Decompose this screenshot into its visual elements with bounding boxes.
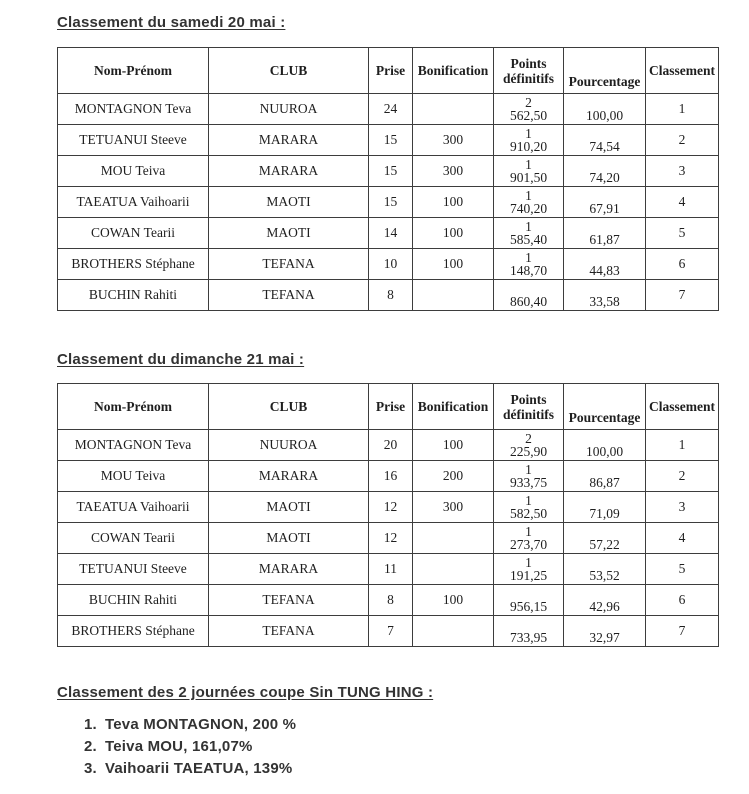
cell-bonification: 100 bbox=[413, 430, 494, 461]
table-row bbox=[58, 125, 719, 156]
column-header-name: Nom-Prénom bbox=[58, 384, 209, 430]
cell-classement: 4 bbox=[646, 523, 719, 554]
cell-club: NUUROA bbox=[209, 94, 369, 125]
cell-bonification bbox=[413, 523, 494, 554]
points-line-1: 2 bbox=[525, 95, 532, 110]
table-row bbox=[58, 554, 719, 585]
cell-bonification: 100 bbox=[413, 585, 494, 616]
cell-classement: 3 bbox=[646, 492, 719, 523]
cell-points bbox=[494, 430, 564, 461]
cell-pourcentage: 100,00 bbox=[564, 94, 646, 125]
table-row bbox=[58, 523, 719, 554]
cell-classement: 4 bbox=[646, 187, 719, 218]
table-row bbox=[58, 616, 719, 647]
points-line-2: 910,20 bbox=[509, 139, 548, 154]
cell-prise: 16 bbox=[369, 461, 413, 492]
cell-prise: 24 bbox=[369, 94, 413, 125]
column-header-club: CLUB bbox=[209, 384, 369, 430]
table-row bbox=[58, 218, 719, 249]
points-line-2: 273,70 bbox=[509, 537, 548, 552]
cell-prise: 15 bbox=[369, 125, 413, 156]
cell-points bbox=[494, 616, 564, 647]
cell-bonification bbox=[413, 94, 494, 125]
cell-prise: 7 bbox=[369, 616, 413, 647]
cell-bonification: 200 bbox=[413, 461, 494, 492]
cell-prise: 15 bbox=[369, 187, 413, 218]
cell-prise: 15 bbox=[369, 156, 413, 187]
cell-pourcentage: 74,54 bbox=[564, 125, 646, 156]
cell-points bbox=[494, 585, 564, 616]
cell-club: MAOTI bbox=[209, 218, 369, 249]
section-saturday bbox=[57, 13, 749, 311]
rank-number: 2. bbox=[84, 738, 97, 755]
cell-bonification: 300 bbox=[413, 125, 494, 156]
cell-points bbox=[494, 218, 564, 249]
points-line-1: 1 bbox=[525, 250, 532, 265]
cell-points bbox=[494, 523, 564, 554]
sunday-title: Classement du dimanche 21 mai : bbox=[57, 351, 305, 368]
cell-name: TAEATUA Vaihoarii bbox=[58, 187, 209, 218]
cell-club: TEFANA bbox=[209, 585, 369, 616]
points-line-2: 582,50 bbox=[509, 506, 548, 521]
table-row bbox=[58, 492, 719, 523]
cell-classement: 3 bbox=[646, 156, 719, 187]
cell-name: MONTAGNON Teva bbox=[58, 94, 209, 125]
cell-prise: 20 bbox=[369, 430, 413, 461]
cell-name: TETUANUI Steeve bbox=[58, 554, 209, 585]
column-header-points: Points définitifs bbox=[494, 48, 564, 94]
cell-name: MOU Teiva bbox=[58, 461, 209, 492]
saturday-title: Classement du samedi 20 mai : bbox=[57, 14, 286, 31]
points-line-1: 1 bbox=[525, 462, 532, 477]
cell-club: MARARA bbox=[209, 461, 369, 492]
cell-pourcentage: 74,20 bbox=[564, 156, 646, 187]
cell-pourcentage: 42,96 bbox=[564, 585, 646, 616]
cell-name: TAEATUA Vaihoarii bbox=[58, 492, 209, 523]
sunday-table-body bbox=[58, 430, 719, 647]
cell-prise: 14 bbox=[369, 218, 413, 249]
cell-pourcentage: 86,87 bbox=[564, 461, 646, 492]
points-line-2: 933,75 bbox=[509, 475, 548, 490]
rank-text: Teva MONTAGNON, 200 % bbox=[105, 716, 297, 733]
points-line-2: 740,20 bbox=[509, 201, 548, 216]
cell-prise: 10 bbox=[369, 249, 413, 280]
points-line-1: 1 bbox=[525, 188, 532, 203]
points-line-2: 585,40 bbox=[509, 232, 548, 247]
points-line-2: 901,50 bbox=[509, 170, 548, 185]
cell-pourcentage: 100,00 bbox=[564, 430, 646, 461]
cell-classement: 6 bbox=[646, 585, 719, 616]
cell-name: BUCHIN Rahiti bbox=[58, 585, 209, 616]
cell-name: BROTHERS Stéphane bbox=[58, 249, 209, 280]
points-line-1: 2 bbox=[525, 431, 532, 446]
cell-pourcentage: 32,97 bbox=[564, 616, 646, 647]
cell-pourcentage: 71,09 bbox=[564, 492, 646, 523]
column-header-classement: Classement bbox=[646, 384, 719, 430]
rank-number: 3. bbox=[84, 760, 97, 777]
points-line-2: 225,90 bbox=[509, 444, 548, 459]
points-line-2: 733,95 bbox=[509, 630, 548, 645]
cell-prise: 12 bbox=[369, 492, 413, 523]
points-line-2: 860,40 bbox=[509, 294, 548, 309]
column-header-pourcentage: Pourcentage bbox=[564, 384, 646, 430]
column-header-prise: Prise bbox=[369, 384, 413, 430]
points-line-2: 148,70 bbox=[509, 263, 548, 278]
table-row bbox=[58, 585, 719, 616]
cell-name: BUCHIN Rahiti bbox=[58, 280, 209, 311]
column-header-classement: Classement bbox=[646, 48, 719, 94]
sunday-ranking-table bbox=[57, 383, 719, 647]
cell-bonification: 300 bbox=[413, 492, 494, 523]
section-final-ranking bbox=[57, 683, 749, 780]
cell-classement: 5 bbox=[646, 554, 719, 585]
column-header-name: Nom-Prénom bbox=[58, 48, 209, 94]
table-row bbox=[58, 94, 719, 125]
column-header-points: Points définitifs bbox=[494, 384, 564, 430]
cell-name: TETUANUI Steeve bbox=[58, 125, 209, 156]
points-line-2: 562,50 bbox=[509, 108, 548, 123]
cell-classement: 1 bbox=[646, 430, 719, 461]
column-header-bonification: Bonification bbox=[413, 384, 494, 430]
cell-points bbox=[494, 280, 564, 311]
table-header-row bbox=[58, 48, 719, 94]
cell-bonification: 100 bbox=[413, 249, 494, 280]
table-row bbox=[58, 280, 719, 311]
points-line-2: 956,15 bbox=[509, 599, 548, 614]
points-line-1: 1 bbox=[525, 157, 532, 172]
cell-club: TEFANA bbox=[209, 616, 369, 647]
cell-name: MONTAGNON Teva bbox=[58, 430, 209, 461]
cell-bonification bbox=[413, 280, 494, 311]
table-row bbox=[58, 430, 719, 461]
cell-classement: 6 bbox=[646, 249, 719, 280]
cell-pourcentage: 44,83 bbox=[564, 249, 646, 280]
cell-pourcentage: 33,58 bbox=[564, 280, 646, 311]
cell-points bbox=[494, 249, 564, 280]
final-ranking-list bbox=[84, 714, 749, 780]
rank-text: Vaihoarii TAEATUA, 139% bbox=[105, 760, 293, 777]
rank-item bbox=[84, 714, 749, 736]
rank-item bbox=[84, 758, 749, 780]
cell-club: MAOTI bbox=[209, 187, 369, 218]
cell-points bbox=[494, 156, 564, 187]
cell-classement: 7 bbox=[646, 616, 719, 647]
cell-bonification bbox=[413, 554, 494, 585]
saturday-table-body bbox=[58, 94, 719, 311]
cell-classement: 2 bbox=[646, 461, 719, 492]
cell-prise: 12 bbox=[369, 523, 413, 554]
cell-prise: 11 bbox=[369, 554, 413, 585]
table-row bbox=[58, 249, 719, 280]
cell-name: COWAN Tearii bbox=[58, 218, 209, 249]
cell-pourcentage: 57,22 bbox=[564, 523, 646, 554]
cell-points bbox=[494, 94, 564, 125]
column-header-pourcentage: Pourcentage bbox=[564, 48, 646, 94]
cell-pourcentage: 67,91 bbox=[564, 187, 646, 218]
cell-name: MOU Teiva bbox=[58, 156, 209, 187]
cell-points bbox=[494, 461, 564, 492]
cell-prise: 8 bbox=[369, 280, 413, 311]
points-line-1: 1 bbox=[525, 493, 532, 508]
column-header-bonification: Bonification bbox=[413, 48, 494, 94]
cell-club: MAOTI bbox=[209, 492, 369, 523]
cell-points bbox=[494, 187, 564, 218]
cell-pourcentage: 53,52 bbox=[564, 554, 646, 585]
cell-points bbox=[494, 554, 564, 585]
cell-classement: 1 bbox=[646, 94, 719, 125]
cell-pourcentage: 61,87 bbox=[564, 218, 646, 249]
cell-name: COWAN Tearii bbox=[58, 523, 209, 554]
cell-club: NUUROA bbox=[209, 430, 369, 461]
points-line-1: 1 bbox=[525, 126, 532, 141]
rank-item bbox=[84, 736, 749, 758]
cell-club: TEFANA bbox=[209, 280, 369, 311]
cell-classement: 7 bbox=[646, 280, 719, 311]
section-sunday bbox=[57, 350, 749, 647]
cell-club: TEFANA bbox=[209, 249, 369, 280]
cell-classement: 5 bbox=[646, 218, 719, 249]
cell-club: MARARA bbox=[209, 554, 369, 585]
cell-club: MARARA bbox=[209, 125, 369, 156]
rank-number: 1. bbox=[84, 716, 97, 733]
cell-points bbox=[494, 125, 564, 156]
points-line-2: 191,25 bbox=[509, 568, 548, 583]
cell-prise: 8 bbox=[369, 585, 413, 616]
final-ranking-title: Classement des 2 journées coupe Sin TUNG HING : bbox=[57, 684, 434, 701]
cell-bonification: 300 bbox=[413, 156, 494, 187]
column-header-prise: Prise bbox=[369, 48, 413, 94]
table-header-row bbox=[58, 384, 719, 430]
cell-bonification: 100 bbox=[413, 218, 494, 249]
cell-classement: 2 bbox=[646, 125, 719, 156]
cell-club: MAOTI bbox=[209, 523, 369, 554]
cell-points bbox=[494, 492, 564, 523]
column-header-club: CLUB bbox=[209, 48, 369, 94]
cell-bonification bbox=[413, 616, 494, 647]
table-row bbox=[58, 461, 719, 492]
rank-text: Teiva MOU, 161,07% bbox=[105, 738, 253, 755]
cell-club: MARARA bbox=[209, 156, 369, 187]
points-line-1: 1 bbox=[525, 555, 532, 570]
points-line-1: 1 bbox=[525, 219, 532, 234]
table-row bbox=[58, 187, 719, 218]
cell-bonification: 100 bbox=[413, 187, 494, 218]
saturday-ranking-table bbox=[57, 47, 719, 311]
cell-name: BROTHERS Stéphane bbox=[58, 616, 209, 647]
table-row bbox=[58, 156, 719, 187]
points-line-1: 1 bbox=[525, 524, 532, 539]
